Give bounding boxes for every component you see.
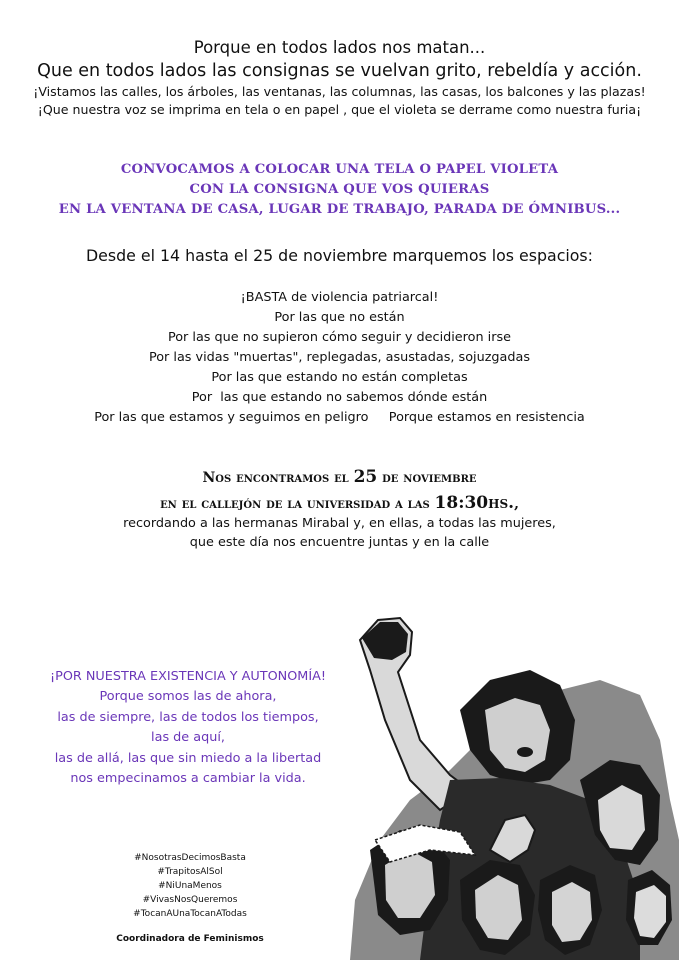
slogan-item: ¡BASTA de violencia patriarcal! — [240, 290, 439, 305]
dates-heading: Desde el 14 hasta el 25 de noviembre marquemos los espacios: — [85, 246, 593, 265]
organization-name: Coordinadora de Feminismos — [116, 934, 264, 944]
intro-line-2: Que en todos lados las consignas se vuelvan grito, rebeldía y acción. — [37, 61, 642, 81]
hashtag: #VivasNosQueremos — [142, 895, 238, 905]
slogan-item: Por las que no supieron cómo seguir y decidieron irse — [167, 330, 512, 345]
convocatoria-line-1: CONVOCAMOS A COLOCAR UNA TELA O PAPEL VIOLETA — [120, 162, 559, 177]
slogan-item: Por las vidas "muertas", replegadas, asustadas, sojuzgadas — [148, 350, 531, 365]
hashtag: #TocanAUnaTocanATodas — [133, 909, 247, 919]
existence-line: nos empecinamos a cambiar la vida. — [70, 771, 306, 786]
intro-line-3: ¡Vistamos las calles, los árboles, las ventanas, las columnas, las casas, los balcones y las plazas! — [33, 84, 646, 99]
protest-women-illustration — [340, 600, 679, 960]
slogan-item: Por las que estamos y seguimos en peligro Porque estamos en resistencia — [94, 410, 585, 425]
existence-line: las de allá, las que sin miedo a la libertad — [54, 750, 322, 766]
meeting-time: 18:30hs. — [434, 493, 515, 513]
hashtag: #TrapitosAlSol — [157, 867, 223, 877]
hashtag-list — [80, 851, 300, 921]
convocatoria-line-3: EN LA VENTANA DE CASA, LUGAR DE TRABAJO, PARADA DE ÓMNIBUS... — [58, 202, 621, 217]
existence-title: ¡POR NUESTRA EXISTENCIA Y AUTONOMÍA! — [49, 669, 327, 684]
slogan-item: Por las que estando no sabemos dónde están — [191, 390, 488, 405]
meeting-line-1 — [0, 465, 679, 491]
meeting-block — [0, 465, 679, 517]
meeting-line-3: recordando a las hermanas Mirabal y, en ellas, a todas las mujeres, — [123, 516, 556, 531]
slogan-item: Por las que no están — [274, 310, 405, 325]
existence-block — [18, 667, 358, 790]
meeting-subtext — [0, 514, 679, 552]
convocatoria-line-2: CON LA CONSIGNA QUE VOS QUIERAS — [189, 182, 490, 197]
intro-line-4: ¡Que nuestra voz se imprima en tela o en papel , que el violeta se derrame como nuestra furia¡ — [37, 102, 642, 117]
slogan-list — [0, 288, 679, 428]
slogan-item: Por las que estando no están completas — [211, 370, 468, 385]
existence-line: Porque somos las de ahora, — [99, 689, 277, 704]
existence-line: las de aquí, — [151, 730, 225, 745]
meeting-text: en el callejón de la universidad a las — [160, 496, 435, 512]
hashtag: #NiUnaMenos — [158, 881, 222, 891]
intro-line-1: Porque en todos lados nos matan... — [193, 38, 486, 57]
meeting-date: 25 — [353, 467, 378, 487]
meeting-text: , — [514, 496, 519, 512]
meeting-text: de noviembre — [377, 470, 477, 486]
meeting-text: Nos encontramos el — [202, 470, 354, 486]
existence-line: las de siempre, las de todos los tiempos, — [57, 709, 319, 725]
meeting-line-4: que este día nos encuentre juntas y en la calle — [189, 535, 490, 550]
hashtag: #NosotrasDecimosBasta — [134, 853, 246, 863]
convocatoria-block — [0, 160, 679, 220]
